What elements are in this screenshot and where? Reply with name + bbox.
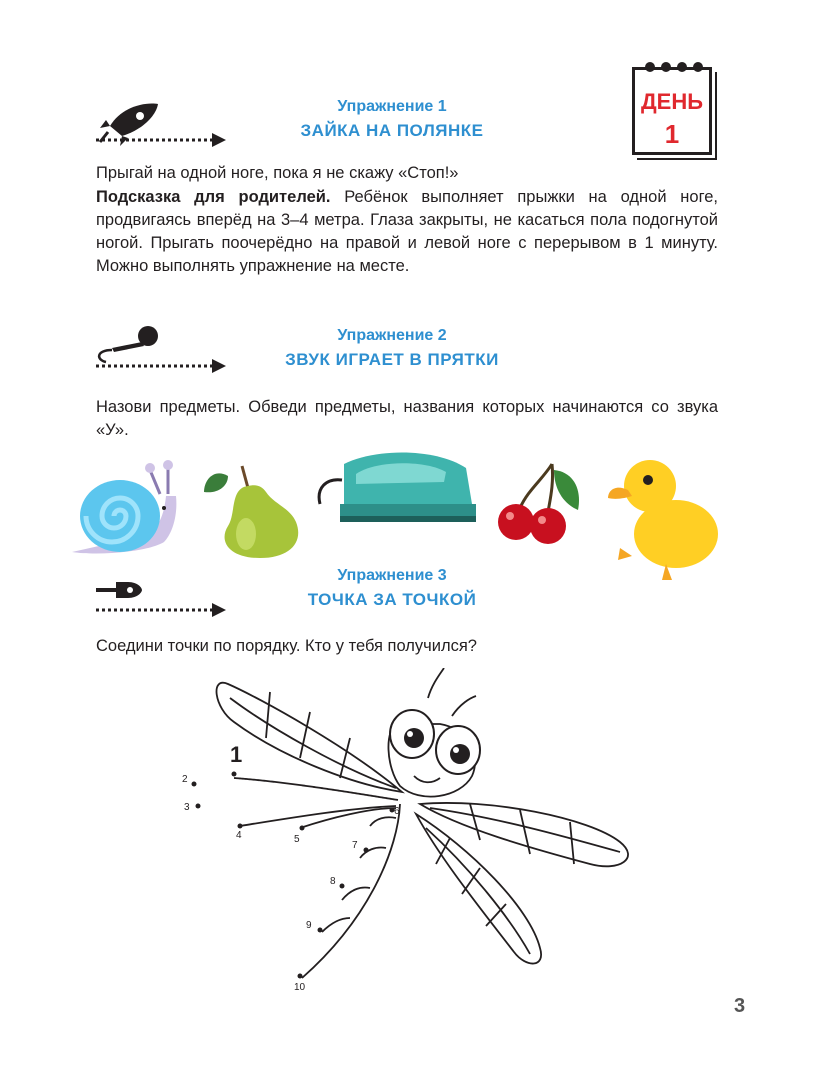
- exercise3-number: Упражнение 3: [337, 567, 447, 584]
- hint-label: Подсказка для родителей.: [96, 188, 331, 206]
- pen-nib-icon: [92, 574, 232, 618]
- exercise3-title: ТОЧКА ЗА ТОЧКОЙ: [307, 590, 477, 609]
- dragonfly-dot-to-dot: [170, 668, 640, 998]
- exercise2-title: ЗВУК ИГРАЕТ В ПРЯТКИ: [285, 350, 499, 369]
- exercise2-number: Упражнение 2: [337, 327, 447, 344]
- dot-7: [364, 848, 369, 853]
- microphone-icon: [92, 322, 232, 374]
- dot-5: [300, 826, 305, 831]
- dot-label-10: 10: [294, 982, 306, 993]
- exercise1-number: Упражнение 1: [337, 98, 447, 115]
- dot-label-4: 4: [236, 830, 242, 841]
- dot-label-1: 1: [230, 742, 243, 767]
- duckling-picture: [606, 452, 722, 584]
- dot-label-7: 7: [352, 840, 358, 851]
- snail-picture: [68, 456, 188, 560]
- dot-4: [238, 824, 243, 829]
- rocket-icon: [92, 98, 232, 150]
- dot-label-9: 9: [306, 920, 312, 931]
- badge-label: ДЕНЬ: [640, 89, 704, 114]
- dot-label-6: 6: [394, 806, 400, 817]
- dot-label-5: 5: [294, 834, 300, 845]
- page-number: 3: [734, 995, 746, 1017]
- exercise2-instruction: Назови предметы. Обведи предметы, названия которых начинаются со звука «У».: [96, 398, 718, 439]
- dot-8: [340, 884, 345, 889]
- dot-label-3: 3: [184, 802, 190, 813]
- dot-3: [196, 804, 201, 809]
- dot-10: [298, 974, 303, 979]
- dot-2: [192, 782, 197, 787]
- exercise1-instruction: Прыгай на одной ноге, пока я не скажу «Стоп!»: [96, 164, 459, 182]
- hint-text: Ребёнок выполняет прыжки на одной ноге, продвигаясь вперёд на 3–4 метра. Глаза закрыты, не касаться пола подогнутой ногой. Прыгать поочерёдно на правой и левой ноге с перерывом в 1 минуту. Можно выполнять упражнение на месте.: [96, 188, 718, 275]
- exercise1-hint: [96, 186, 718, 278]
- exercise1-title: ЗАЙКА НА ПОЛЯНКЕ: [300, 121, 484, 140]
- calendar-rings-icon: [642, 59, 704, 75]
- dragonfly-upper-left-wing: [217, 683, 402, 792]
- dragonfly-eyes: [390, 710, 480, 774]
- iron-picture: [316, 444, 478, 528]
- dot-1: [232, 772, 237, 777]
- pear-picture: [200, 462, 304, 562]
- dot-label-8: 8: [330, 876, 336, 887]
- day-badge: [632, 67, 714, 157]
- dot-label-2: 2: [182, 774, 188, 785]
- exercise3-instruction: Соедини точки по порядку. Кто у тебя получился?: [96, 637, 477, 655]
- badge-number: 1: [664, 119, 680, 149]
- cherries-picture: [494, 460, 586, 548]
- dragonfly-upper-right-wing: [420, 803, 628, 866]
- dot-9: [318, 928, 323, 933]
